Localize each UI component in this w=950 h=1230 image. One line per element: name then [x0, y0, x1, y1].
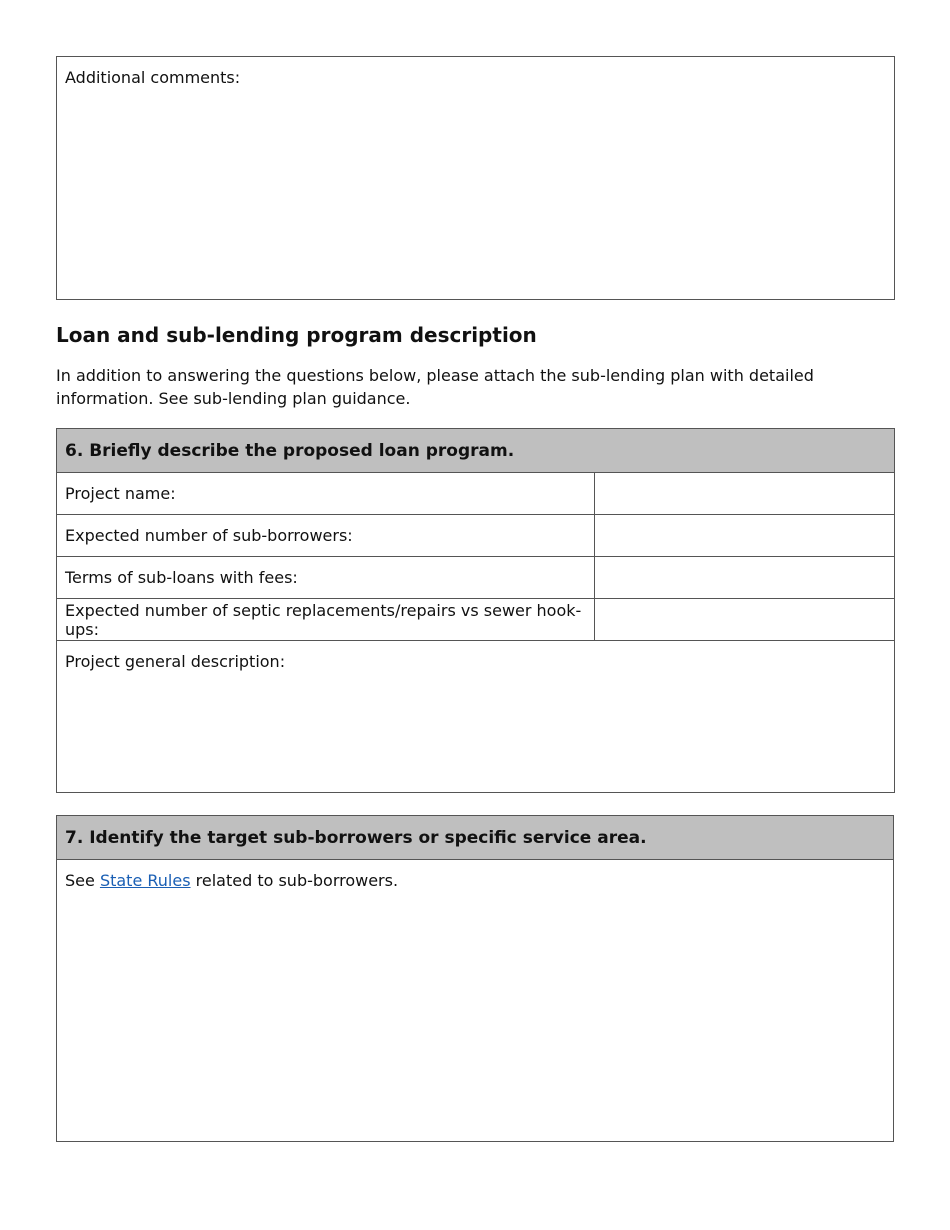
note-prefix: See [65, 871, 100, 890]
form-page [56, 56, 895, 1142]
state-rules-link[interactable]: State Rules [99, 871, 191, 890]
project-description-field[interactable] [57, 641, 895, 793]
question-7-heading: 7. Identify the target sub-borrowers or specific service area. [57, 816, 894, 860]
septic-vs-sewer-label: Expected number of septic replacements/repairs vs sewer hook-ups: [57, 599, 595, 641]
project-name-label: Project name: [57, 473, 595, 515]
target-sub-borrowers-field[interactable] [57, 860, 894, 1142]
sub-loan-terms-field[interactable] [595, 557, 895, 599]
table-row [57, 515, 895, 557]
note-suffix: related to sub-borrowers. [190, 871, 399, 890]
question-6-table [56, 428, 895, 793]
section-title: Loan and sub-lending program description [56, 323, 537, 347]
table-row [57, 599, 895, 641]
project-description-label: Project general description: [65, 652, 286, 671]
table-row [57, 557, 895, 599]
sub-loan-terms-label: Terms of sub-loans with fees: [57, 557, 595, 599]
septic-vs-sewer-field[interactable] [595, 599, 895, 641]
project-name-field[interactable] [595, 473, 895, 515]
sub-borrowers-count-field[interactable] [595, 515, 895, 557]
additional-comments-label: Additional comments: [65, 68, 241, 87]
sub-borrowers-count-label: Expected number of sub-borrowers: [57, 515, 595, 557]
section-intro: In addition to answering the questions below, please attach the sub-lending plan with detailed information. See sub-lending plan guidance. [56, 366, 814, 408]
question-6-heading: 6. Briefly describe the proposed loan program. [57, 429, 895, 473]
additional-comments-field[interactable] [56, 56, 895, 300]
table-row [57, 473, 895, 515]
question-7-table [56, 815, 894, 1142]
